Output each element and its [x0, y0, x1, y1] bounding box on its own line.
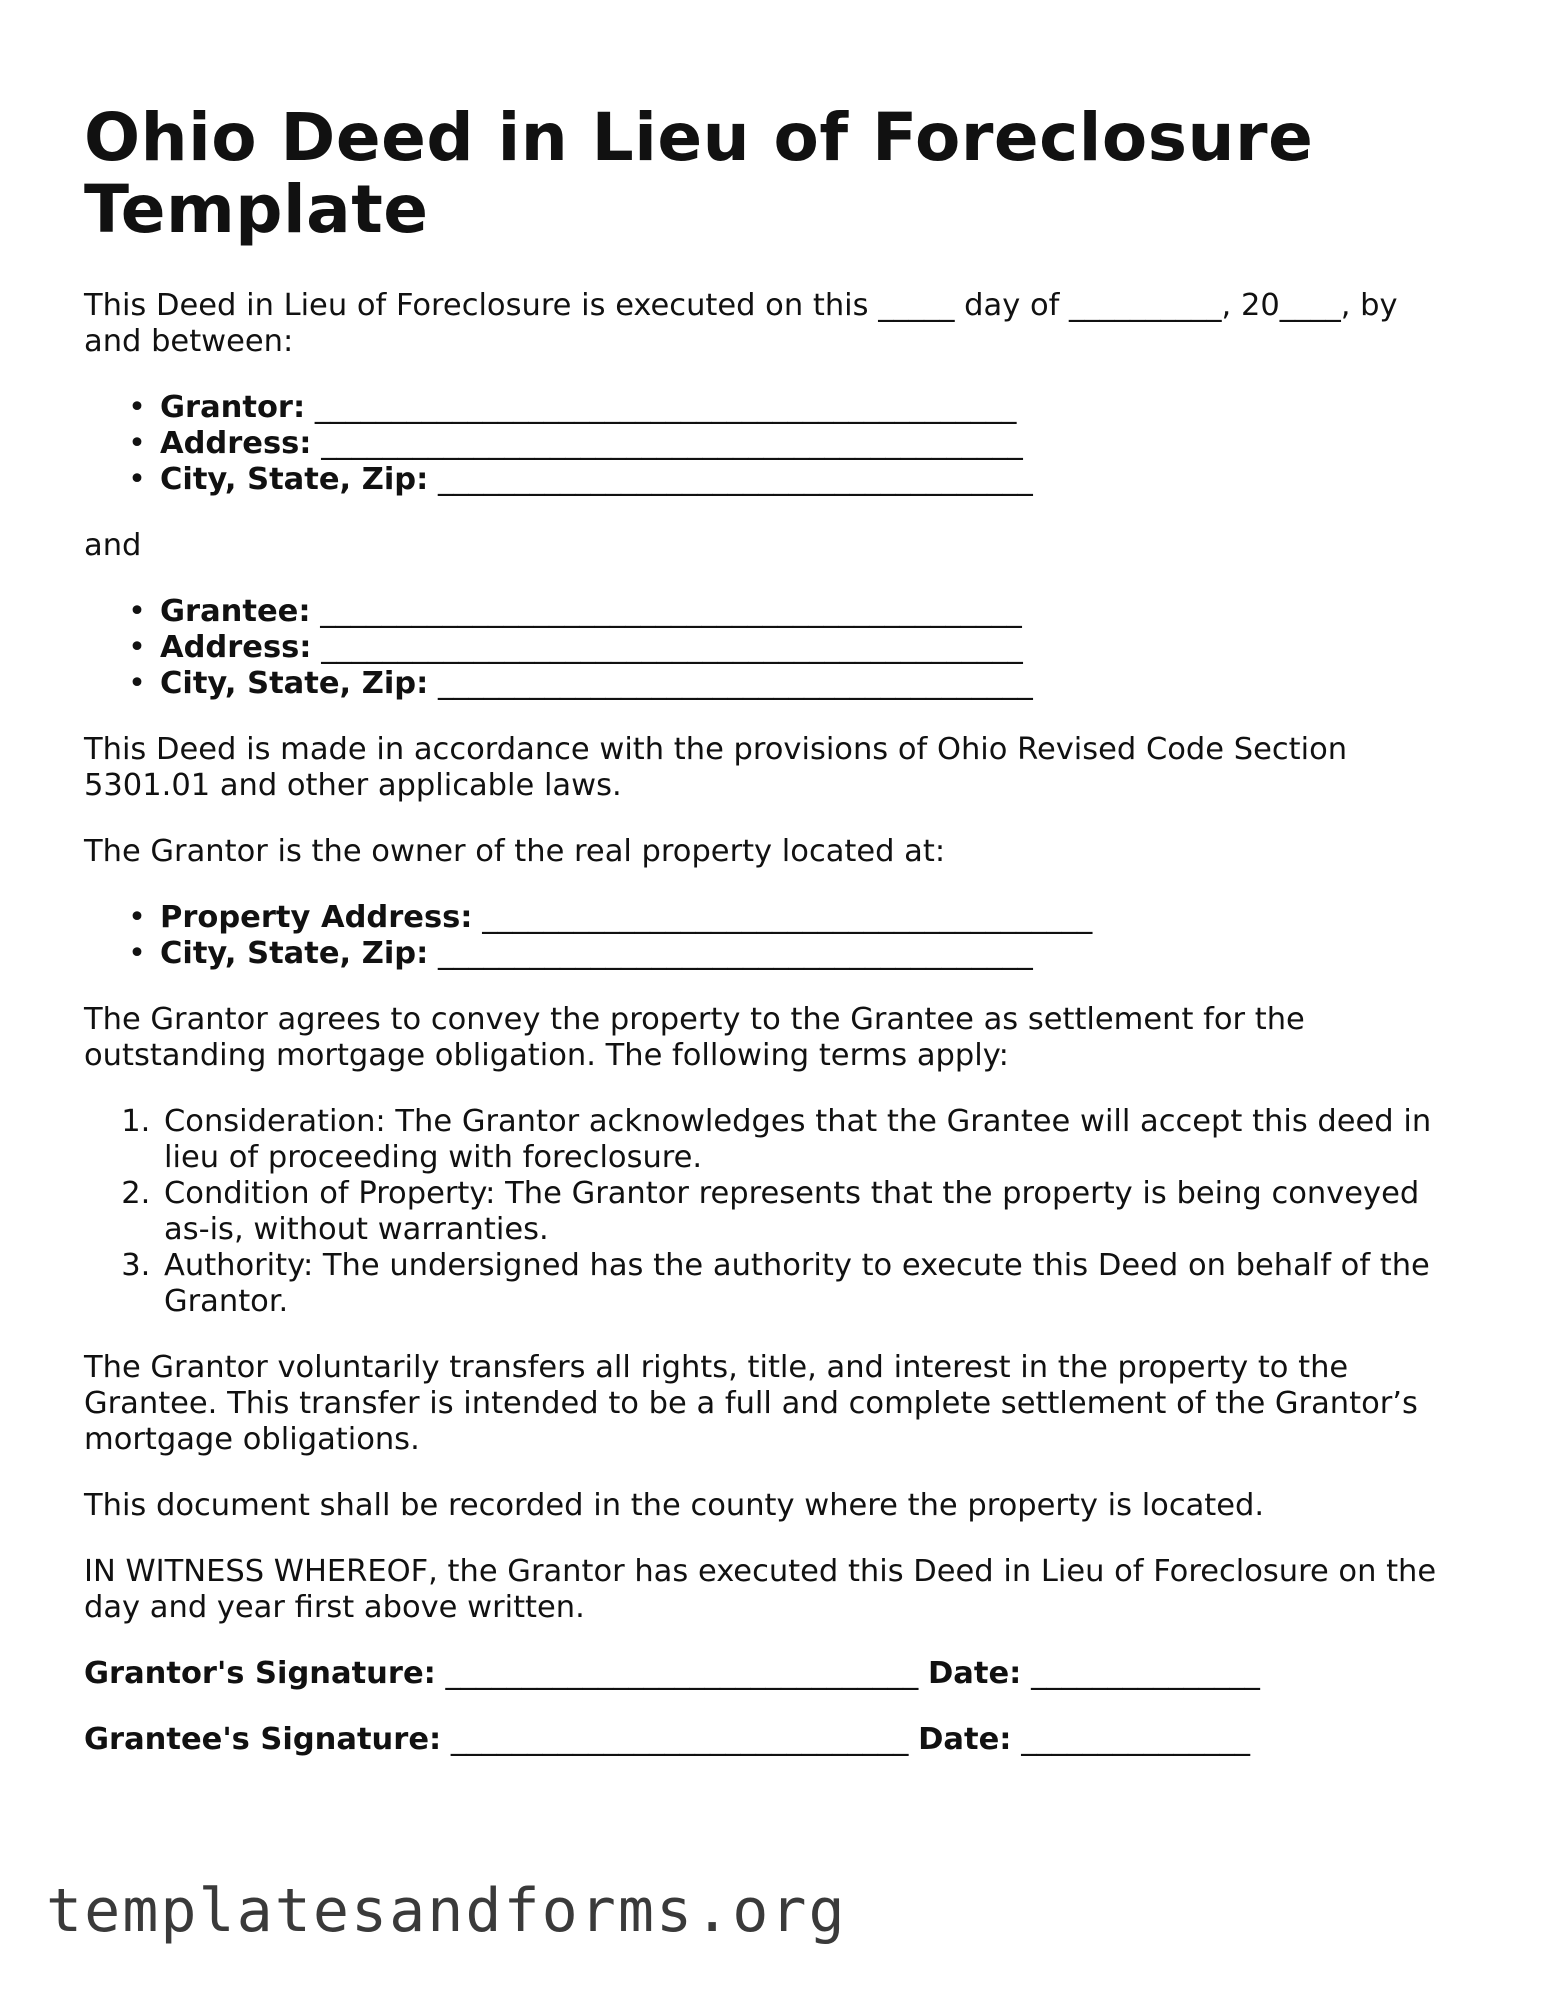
provision-paragraph: This Deed is made in accordance with the provisions of Ohio Revised Code Section 5301.01 and other applicable laws.: [84, 732, 1348, 803]
owner-paragraph: The Grantor is the owner of the real property located at:: [84, 834, 946, 869]
field-label: Address:: [160, 426, 312, 461]
fill-in-blank: ______________________________________________: [320, 594, 1022, 629]
list-item: [160, 390, 1464, 426]
fill-in-blank: _______________________________________: [438, 666, 1033, 701]
list-item: [160, 630, 1464, 666]
fill-in-blank: ______________________________________________: [321, 426, 1023, 461]
fill-in-blank: _______________________________________: [438, 936, 1033, 971]
date-label: Date:: [927, 1656, 1022, 1691]
term-item: 2. Condition of Property: The Grantor represents that the property is being conveyed as-is, without warranties.: [160, 1176, 1464, 1248]
page-title: Ohio Deed in Lieu of Foreclosure Template: [84, 99, 1314, 248]
fill-in-blank: _______________________________________: [438, 462, 1033, 497]
list-item: [160, 594, 1464, 630]
term-item: 3. Authority: The undersigned has the authority to execute this Deed on behalf of the Grantor.: [160, 1248, 1464, 1320]
field-label: City, State, Zip:: [160, 936, 429, 971]
signature-blank: _______________________________: [445, 1656, 919, 1691]
transfer-paragraph: The Grantor voluntarily transfers all rights, title, and interest in the property to the Grantee. This transfer is intended to be a full and complete settlement of the Grantor’s mortgage obligations.: [84, 1350, 1418, 1457]
field-label: Property Address:: [160, 900, 473, 935]
property-field-list: [84, 900, 1464, 972]
list-item: [160, 462, 1464, 498]
grantor-signature-line: [84, 1656, 1464, 1692]
document-page: [84, 99, 1464, 1788]
watermark-text: templatesandforms.org: [46, 1876, 847, 1946]
fill-in-blank: ________________________________________: [482, 900, 1093, 935]
grantee-signature-line: [84, 1722, 1464, 1758]
signature-label: Grantor's Signature:: [84, 1656, 436, 1691]
date-blank: _______________: [1021, 1722, 1250, 1757]
field-label: Address:: [160, 630, 312, 665]
convey-paragraph: The Grantor agrees to convey the property to the Grantee as settlement for the outstanding mortgage obligation. The following terms apply:: [84, 1002, 1305, 1073]
and-text: and: [84, 528, 142, 563]
field-label: City, State, Zip:: [160, 462, 429, 497]
fill-in-blank: ______________________________________________: [321, 630, 1023, 665]
date-blank: _______________: [1031, 1656, 1260, 1691]
list-item: [160, 900, 1464, 936]
field-label: Grantor:: [160, 390, 306, 425]
list-item: [160, 426, 1464, 462]
signature-label: Grantee's Signature:: [84, 1722, 442, 1757]
list-item: [160, 666, 1464, 702]
grantor-field-list: [84, 390, 1464, 498]
field-label: Grantee:: [160, 594, 311, 629]
list-item: [160, 936, 1464, 972]
intro-paragraph: This Deed in Lieu of Foreclosure is executed on this _____ day of __________, 20____, by and between:: [84, 288, 1398, 359]
signature-blank: ______________________________: [450, 1722, 909, 1757]
grantee-field-list: [84, 594, 1464, 702]
witness-paragraph: IN WITNESS WHEREOF, the Grantor has executed this Deed in Lieu of Foreclosure on the day and year first above written.: [84, 1554, 1437, 1625]
field-label: City, State, Zip:: [160, 666, 429, 701]
record-paragraph: This document shall be recorded in the county where the property is located.: [84, 1488, 1265, 1523]
fill-in-blank: ______________________________________________: [314, 390, 1017, 425]
term-item: 1. Consideration: The Grantor acknowledges that the Grantee will accept this deed in lieu of proceeding with foreclosure.: [160, 1104, 1464, 1176]
date-label: Date:: [918, 1722, 1012, 1757]
terms-list: [84, 1104, 1464, 1320]
